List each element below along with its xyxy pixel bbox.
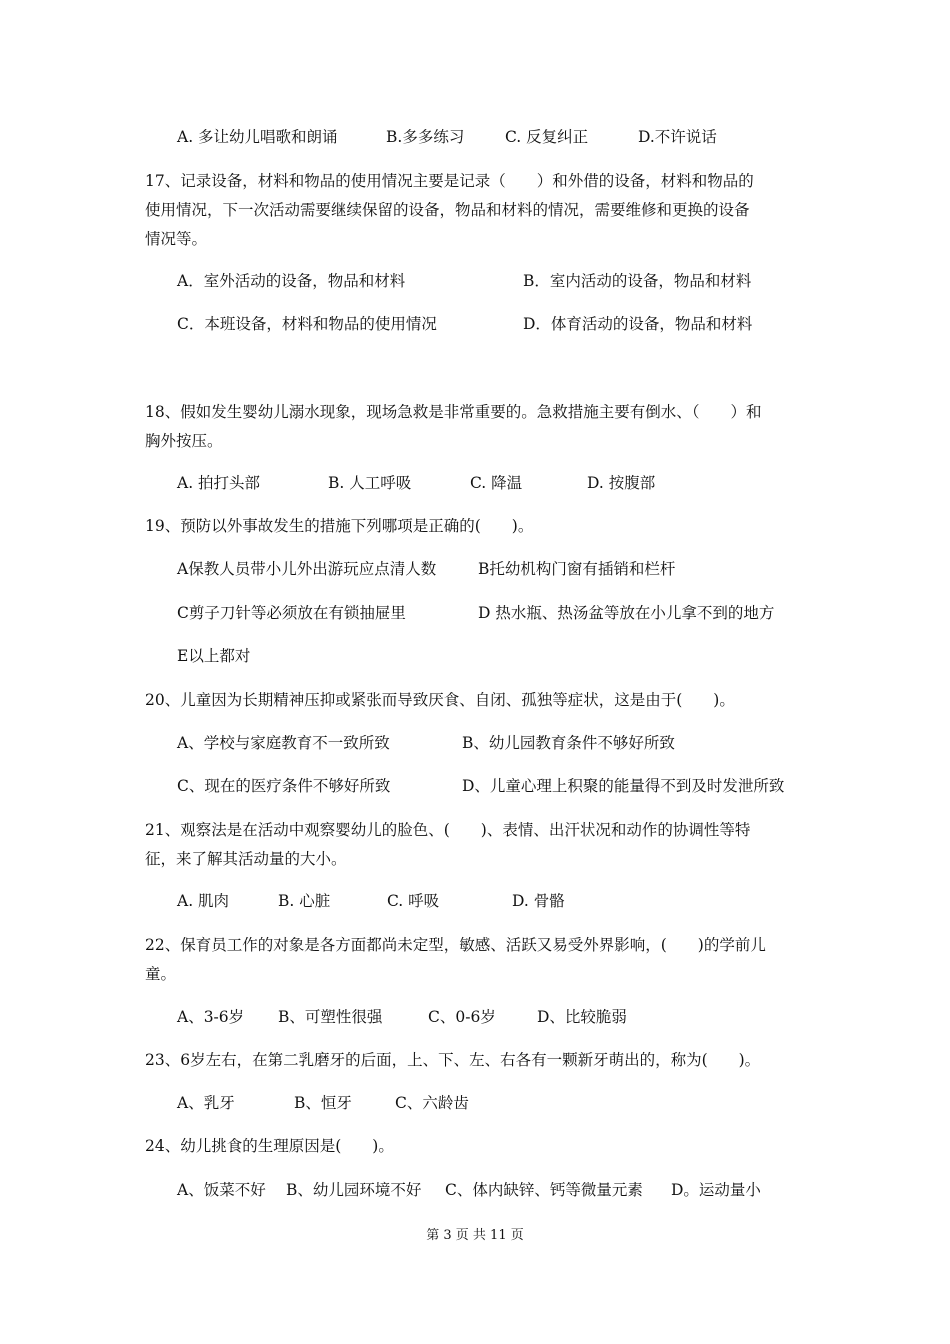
q24-option-d: D。运动量小 [671, 1181, 761, 1199]
q22-option-c: C、0-6岁 [428, 1008, 496, 1026]
q24-option-b: B、幼儿园环境不好 [286, 1181, 422, 1199]
q21-stem-line-1: 21、观察法是在活动中观察婴幼儿的脸色、( )、表情、出汗状况和动作的协调性等特 [145, 821, 751, 839]
q18-option-c: C. 降温 [470, 474, 523, 492]
q19-option-c: C剪子刀针等必须放在有锁抽屉里 [177, 604, 406, 622]
q20-option-b: B、幼儿园教育条件不够好所致 [462, 734, 675, 752]
q19-option-a: A保教人员带小儿外出游玩应点清人数 [177, 560, 437, 578]
q20-option-a: A、学校与家庭教育不一致所致 [177, 734, 390, 752]
q17-stem-line-2: 使用情况，下一次活动需要继续保留的设备，物品和材料的情况，需要维修和更换的设备 [145, 201, 750, 219]
q19-stem-line-1: 19、预防以外事故发生的措施下列哪项是正确的( )。 [145, 517, 534, 535]
q22-option-d: D、比较脆弱 [537, 1008, 627, 1026]
q24-option-a: A、饭菜不好 [177, 1181, 266, 1199]
q23-stem-line-1: 23、6岁左右，在第二乳磨牙的后面，上、下、左、右各有一颗新牙萌出的，称为( )。 [145, 1051, 761, 1069]
q18-stem-line-2: 胸外按压。 [145, 432, 223, 450]
q22-option-a: A、3-6岁 [177, 1008, 245, 1026]
q21-option-a: A. 肌肉 [177, 892, 230, 910]
q22-stem-line-2: 童。 [145, 965, 177, 983]
q16-option-b: B.多多练习 [386, 128, 465, 146]
q21-stem-line-2: 征，来了解其活动量的大小。 [145, 850, 347, 868]
q19-option-e: E以上都对 [177, 647, 251, 665]
q19-option-b: B托幼机构门窗有插销和栏杆 [478, 560, 676, 578]
q22-option-b: B、可塑性很强 [278, 1008, 383, 1026]
q21-option-d: D. 骨骼 [512, 892, 565, 910]
q21-option-b: B. 心脏 [278, 892, 331, 910]
q17-stem-line-3: 情况等。 [145, 230, 208, 248]
q20-stem-line-1: 20、儿童因为长期精神压抑或紧张而导致厌食、自闭、孤独等症状，这是由于( )。 [145, 691, 735, 709]
q20-option-d: D、儿童心理上积聚的能量得不到及时发泄所致 [462, 777, 785, 795]
q16-option-c: C. 反复纠正 [505, 128, 589, 146]
q16-option-d: D.不许说话 [638, 128, 717, 146]
q18-option-d: D. 按腹部 [587, 474, 656, 492]
q17-stem-line-1: 17、记录设备，材料和物品的使用情况主要是记录（ ）和外借的设备，材料和物品的 [145, 172, 754, 190]
q17-option-a: A．室外活动的设备，物品和材料 [177, 272, 406, 290]
q21-option-c: C. 呼吸 [387, 892, 440, 910]
page-number-footer: 第 3 页 共 11 页 [426, 1228, 524, 1243]
q17-option-b: B．室内活动的设备，物品和材料 [523, 272, 752, 290]
q17-option-d: D．体育活动的设备，物品和材料 [523, 315, 753, 333]
q16-option-a: A. 多让幼儿唱歌和朗诵 [177, 128, 338, 146]
q24-stem-line-1: 24、幼儿挑食的生理原因是( )。 [145, 1137, 394, 1155]
q19-option-d: D 热水瓶、热汤盆等放在小儿拿不到的地方 [478, 604, 775, 622]
q23-option-a: A、乳牙 [177, 1094, 235, 1112]
q18-option-b: B. 人工呼吸 [328, 474, 412, 492]
q23-option-c: C、六龄齿 [395, 1094, 469, 1112]
q20-option-c: C、现在的医疗条件不够好所致 [177, 777, 391, 795]
q18-stem-line-1: 18、假如发生婴幼儿溺水现象，现场急救是非常重要的。急救措施主要有倒水、（ ）和 [145, 403, 762, 421]
q23-option-b: B、恒牙 [294, 1094, 352, 1112]
q24-option-c: C、体内缺锌、钙等微量元素 [445, 1181, 643, 1199]
q18-option-a: A. 拍打头部 [177, 474, 261, 492]
q17-option-c: C．本班设备，材料和物品的使用情况 [177, 315, 437, 333]
q22-stem-line-1: 22、保育员工作的对象是各方面都尚未定型，敏感、活跃又易受外界影响，( )的学前儿 [145, 936, 766, 954]
